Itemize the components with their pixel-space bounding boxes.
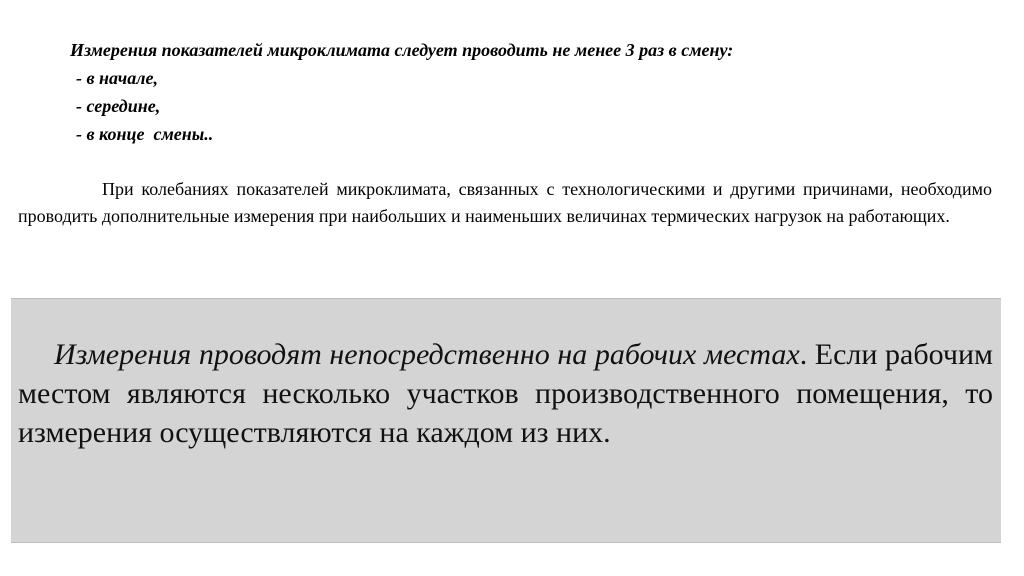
highlight-rest: . Если рабочим местом являются несколько участков производственного помещения, то измерения осуществляются на каждом из них.	[18, 338, 993, 449]
list-item: - в конце смены..	[76, 124, 214, 144]
list-item: - в начале,	[76, 68, 158, 88]
intro-block	[70, 36, 970, 148]
list-item: - середине,	[76, 96, 161, 116]
body-paragraph: При колебаниях показателей микроклимата, связанных с технологическими и другими причинами, необходимо проводить дополнительные измерения при наибольших и наименьших величинах термических нагрузок на работающих.	[18, 179, 992, 226]
highlight-box	[11, 298, 1001, 543]
intro-heading: Измерения показателей микроклимата следует проводить не менее 3 раз в смену:	[70, 40, 734, 60]
highlight-emphasis: Измерения проводят непосредственно на рабочих местах	[54, 338, 800, 371]
highlight-text	[18, 335, 993, 452]
